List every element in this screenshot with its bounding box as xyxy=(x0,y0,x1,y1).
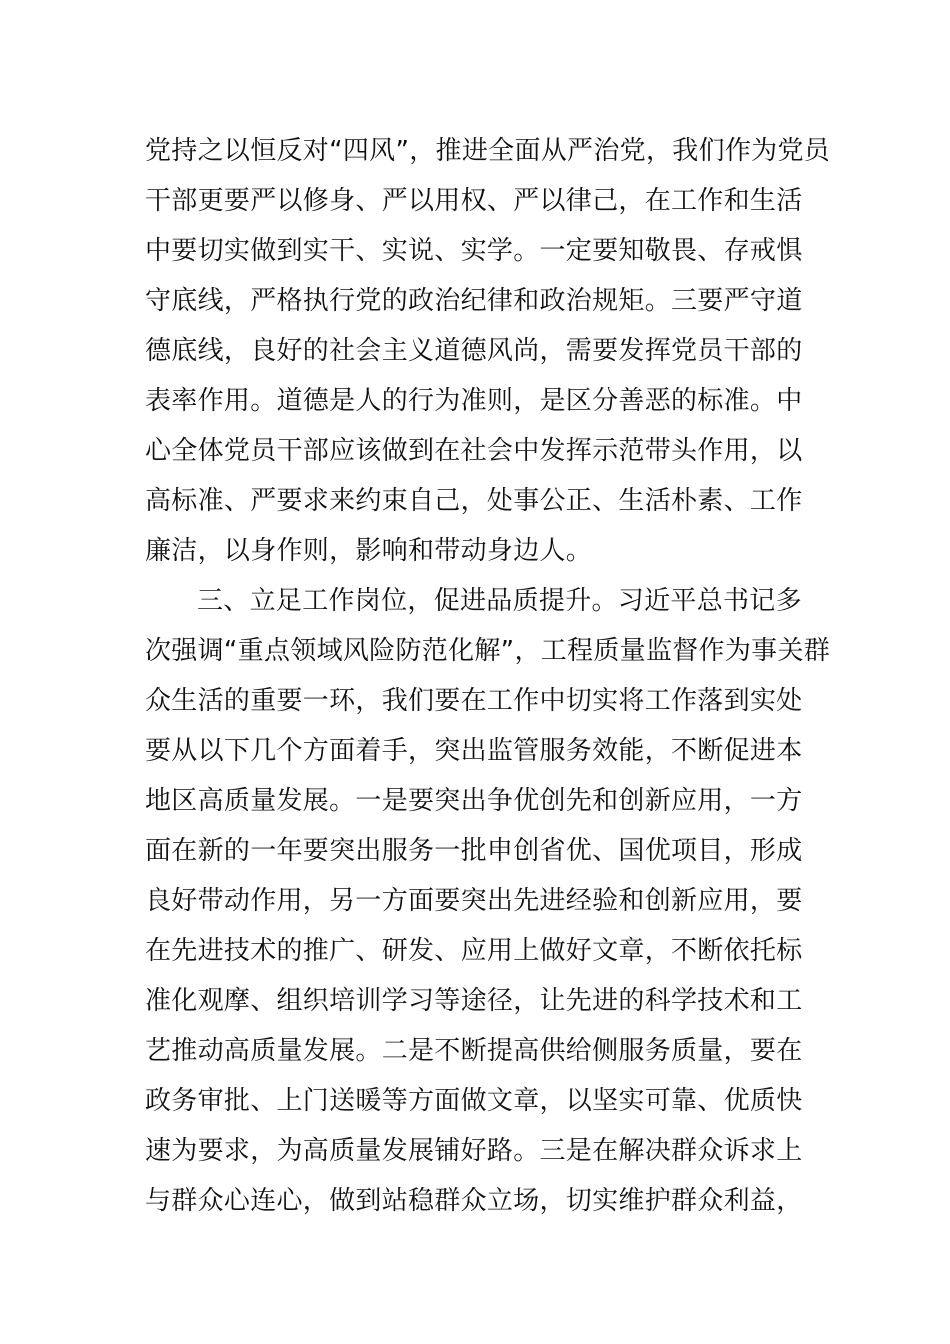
text-line: 准化观摩、组织培训学习等途径，让先进的科学技术和工 xyxy=(145,986,803,1016)
text-line: 政务审批、上门送暖等方面做文章，以坚实可靠、优质快 xyxy=(145,1086,803,1116)
paragraph-start-line: 三、立足工作岗位，促进品质提升。习近平总书记多 xyxy=(197,586,802,616)
text-line: 廉洁，以身作则，影响和带动身边人。 xyxy=(145,536,593,566)
text-line: 在先进技术的推广、研发、应用上做好文章，不断依托标 xyxy=(145,936,803,966)
text-line: 高标准、严要求来约束自己，处事公正、生活朴素、工作 xyxy=(145,486,803,516)
text-line: 干部更要严以修身、严以用权、严以律己，在工作和生活 xyxy=(145,186,803,216)
text-line: 德底线，良好的社会主义道德风尚，需要发挥党员干部的 xyxy=(145,336,803,366)
text-line: 表率作用。道德是人的行为准则，是区分善恶的标准。中 xyxy=(145,386,803,416)
text-line: 地区高质量发展。一是要突出争优创先和创新应用，一方 xyxy=(145,786,803,816)
text-line: 艺推动高质量发展。二是不断提高供给侧服务质量，要在 xyxy=(145,1036,803,1066)
text-line: 与群众心连心，做到站稳群众立场，切实维护群众利益， xyxy=(145,1186,803,1216)
text-line: 众生活的重要一环，我们要在工作中切实将工作落到实处 xyxy=(145,686,803,716)
text-line: 党持之以恒反对“四风”，推进全面从严治党，我们作为党员 xyxy=(145,136,831,166)
text-line: 守底线，严格执行党的政治纪律和政治规矩。三要严守道 xyxy=(145,286,803,316)
text-line: 心全体党员干部应该做到在社会中发挥示范带头作用，以 xyxy=(145,436,803,466)
text-line: 要从以下几个方面着手，突出监管服务效能，不断促进本 xyxy=(145,736,803,766)
text-line: 速为要求，为高质量发展铺好路。三是在解决群众诉求上 xyxy=(145,1136,803,1166)
text-line: 次强调“重点领域风险防范化解”，工程质量监督作为事关群 xyxy=(145,636,831,666)
text-line: 中要切实做到实干、实说、实学。一定要知敬畏、存戒惧 xyxy=(145,236,803,266)
body-text xyxy=(145,126,831,1226)
text-line: 面在新的一年要突出服务一批申创省优、国优项目，形成 xyxy=(145,836,803,866)
text-line: 良好带动作用，另一方面要突出先进经验和创新应用，要 xyxy=(145,886,803,916)
